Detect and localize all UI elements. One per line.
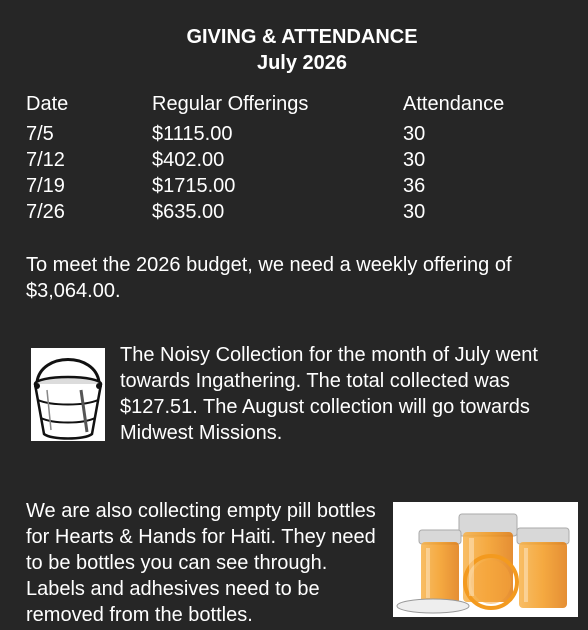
noisy-collection-note: The Noisy Collection for the month of July went towards Ingathering. The total collected was $127.51. The August collection will go towards Midwest Missions.	[120, 344, 538, 444]
offering-cell: $1115.00	[152, 123, 233, 145]
column-header-offerings: Regular Offerings	[152, 93, 309, 115]
date-cell: 7/5	[26, 123, 54, 145]
budget-note: To meet the 2026 budget, we need a weekly offering of $3,064.00.	[26, 254, 512, 302]
table-row	[26, 121, 566, 147]
bucket-icon	[31, 348, 105, 441]
pill-bottles-icon	[393, 502, 578, 617]
page-subtitle: July 2026	[256, 52, 348, 74]
column-header-attendance: Attendance	[403, 93, 505, 115]
offering-cell: $402.00	[152, 149, 225, 171]
attendance-cell: 30	[403, 201, 426, 223]
date-cell: 7/26	[26, 201, 65, 223]
attendance-cell: 30	[403, 123, 426, 145]
date-cell: 7/12	[26, 149, 65, 171]
attendance-cell: 36	[403, 175, 426, 197]
column-header-date: Date	[26, 93, 69, 115]
pill-bottles-note: We are also collecting empty pill bottles for Hearts & Hands for Haiti. They need to be bottles you can see through. Labels and adhesives need to be removed from the bottles.	[26, 500, 376, 626]
table-row	[26, 147, 566, 173]
attendance-cell: 30	[403, 149, 426, 171]
table-row	[26, 173, 566, 199]
table-header-row	[26, 90, 566, 118]
offering-cell: $1715.00	[152, 175, 236, 197]
date-cell: 7/19	[26, 175, 65, 197]
giving-table	[26, 90, 566, 225]
table-row	[26, 199, 566, 225]
offering-cell: $635.00	[152, 201, 225, 223]
page-title: GIVING & ATTENDANCE	[186, 26, 418, 48]
